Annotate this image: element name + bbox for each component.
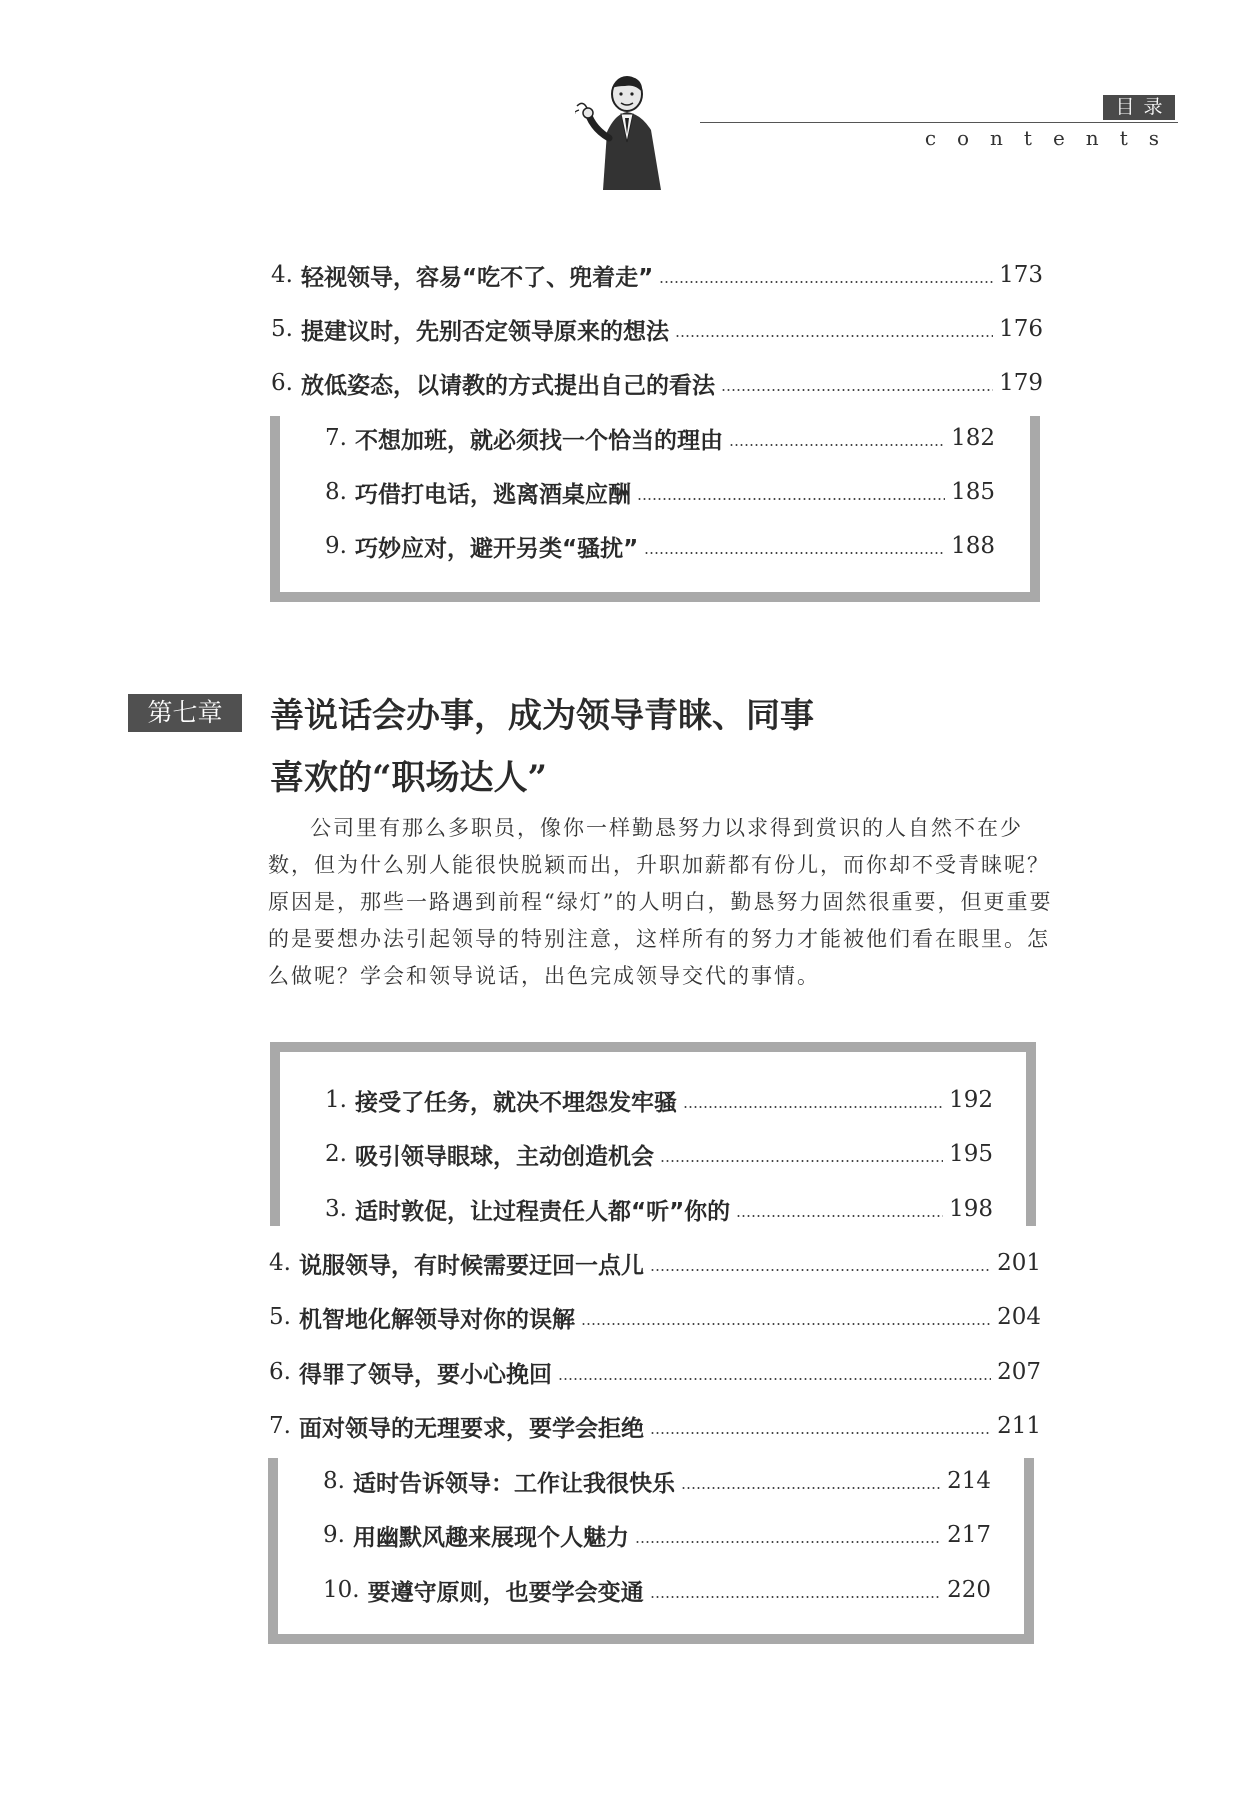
chapter-intro-line: 么做呢？学会和领导说话，出色完成领导交代的事情。 (268, 964, 820, 988)
chapter-intro-line: 原因是，那些一路遇到前程“绿灯”的人明白，勤恳努力固然很重要，但更重要 (268, 890, 1053, 914)
toc-entry-page: 185 (951, 479, 995, 505)
toc-dot-leader (635, 1541, 941, 1543)
toc-entry-number: 6. (269, 1359, 291, 1385)
toc-entry-title: 不想加班，就必须找一个恰当的理由 (354, 427, 723, 454)
toc-dot-leader (721, 389, 993, 391)
toc-entry[interactable] (269, 1406, 1041, 1446)
chapter-intro-line: 公司里有那么多职员，像你一样勤恳努力以求得到赏识的人自然不在少 (310, 816, 1023, 840)
toc-entry[interactable] (323, 1461, 991, 1501)
toc-entry-title: 要遵守原则，也要学会变通 (367, 1579, 644, 1606)
toc-entry-number: 3. (325, 1196, 347, 1222)
toc-entry[interactable] (325, 418, 995, 458)
chapter-title-line1: 善说话会办事，成为领导青睐、同事 (270, 696, 814, 736)
toc-dot-leader (683, 1106, 943, 1108)
toc-entry-number: 8. (325, 479, 347, 505)
toc-entry[interactable] (325, 472, 995, 512)
toc-entry-page: 201 (997, 1250, 1041, 1276)
toc-entry-number: 9. (323, 1522, 345, 1548)
chapter-intro (268, 810, 1110, 995)
toc-entry-title: 适时敦促，让过程责任人都“听”你的 (354, 1198, 731, 1225)
toc-entry-number: 8. (323, 1468, 345, 1494)
toc-entry-number: 9. (325, 533, 347, 559)
toc-entry-title: 得罪了领导，要小心挽回 (298, 1361, 552, 1388)
toc-dot-leader (650, 1269, 991, 1271)
toc-entry[interactable] (271, 309, 1043, 349)
toc-entry-number: 10. (323, 1577, 360, 1603)
toc-entry-title: 用幽默风趣来展现个人魅力 (352, 1524, 629, 1551)
chapter-title-line2: 喜欢的“职场达人” (270, 758, 548, 798)
toc-dot-leader (637, 498, 945, 500)
toc-dot-leader (729, 444, 945, 446)
toc-entry-page: 195 (949, 1141, 993, 1167)
toc-entry-page: 220 (947, 1577, 991, 1603)
chapter-badge: 第七章 (128, 694, 242, 732)
toc-entry-page: 214 (947, 1468, 991, 1494)
header-label: 目录 (1103, 95, 1175, 120)
toc-entry-title: 巧妙应对，避开另类“骚扰” (354, 535, 639, 562)
toc-dot-leader (660, 1160, 943, 1162)
toc-entry-page: 192 (949, 1087, 993, 1113)
toc-entry-title: 机智地化解领导对你的误解 (298, 1306, 575, 1333)
toc-entry-number: 5. (269, 1304, 291, 1330)
toc-entry[interactable] (325, 1134, 993, 1174)
toc-entry-page: 207 (997, 1359, 1041, 1385)
toc-entry-title: 提建议时，先别否定领导原来的想法 (300, 318, 669, 345)
toc-entry-page: 179 (999, 370, 1043, 396)
toc-dot-leader (644, 552, 945, 554)
toc-dot-leader (650, 1596, 942, 1598)
header-rule (700, 122, 1178, 123)
toc-entry-page: 217 (947, 1522, 991, 1548)
toc-entry-number: 4. (269, 1250, 291, 1276)
toc-entry-title: 说服领导，有时候需要迂回一点儿 (298, 1252, 644, 1279)
toc-entry[interactable] (269, 1352, 1041, 1392)
toc-entry-title: 适时告诉领导：工作让我很快乐 (352, 1470, 675, 1497)
toc-entry[interactable] (323, 1515, 991, 1555)
toc-dot-leader (659, 281, 993, 283)
toc-entry-number: 1. (325, 1087, 347, 1113)
toc-entry-page: 204 (997, 1304, 1041, 1330)
toc-entry-title: 面对领导的无理要求，要学会拒绝 (298, 1415, 644, 1442)
chapter-intro-line: 的是要想办法引起领导的特别注意，这样所有的努力才能被他们看在眼里。怎 (268, 927, 1050, 951)
toc-entry-page: 198 (949, 1196, 993, 1222)
toc-entry-page: 211 (997, 1413, 1041, 1439)
toc-entry[interactable] (269, 1297, 1041, 1337)
toc-entry-number: 5. (271, 316, 293, 342)
toc-entry-number: 7. (269, 1413, 291, 1439)
toc-entry-page: 173 (999, 262, 1043, 288)
toc-entry-title: 轻视领导，容易“吃不了、兜着走” (300, 264, 654, 291)
toc-entry[interactable] (325, 1080, 993, 1120)
toc-entry-title: 接受了任务，就决不埋怨发牢骚 (354, 1089, 677, 1116)
toc-dot-leader (650, 1432, 991, 1434)
toc-entry-title: 巧借打电话，逃离酒桌应酬 (354, 481, 631, 508)
toc-entry-number: 4. (271, 262, 293, 288)
toc-entry[interactable] (271, 255, 1043, 295)
toc-dot-leader (681, 1487, 941, 1489)
toc-entry-number: 6. (271, 370, 293, 396)
toc-entry-page: 188 (951, 533, 995, 559)
toc-entry[interactable] (271, 363, 1043, 403)
toc-dot-leader (736, 1215, 943, 1217)
toc-entry[interactable] (323, 1570, 991, 1610)
toc-entry-title: 吸引领导眼球，主动创造机会 (354, 1143, 654, 1170)
header-subtitle: contents (924, 126, 1180, 150)
toc-dot-leader (558, 1378, 991, 1380)
toc-entry-number: 2. (325, 1141, 347, 1167)
toc-entry[interactable] (325, 526, 995, 566)
toc-entry[interactable] (269, 1243, 1041, 1283)
toc-entry-page: 182 (951, 425, 995, 451)
toc-dot-leader (581, 1323, 991, 1325)
toc-dot-leader (675, 335, 993, 337)
chapter-intro-line: 数，但为什么别人能很快脱颖而出，升职加薪都有份儿，而你却不受青睐呢？ (268, 853, 1050, 877)
header-illustration (575, 72, 675, 190)
toc-entry[interactable] (325, 1189, 993, 1229)
toc-entry-page: 176 (999, 316, 1043, 342)
toc-entry-title: 放低姿态，以请教的方式提出自己的看法 (300, 372, 715, 399)
toc-entry-number: 7. (325, 425, 347, 451)
